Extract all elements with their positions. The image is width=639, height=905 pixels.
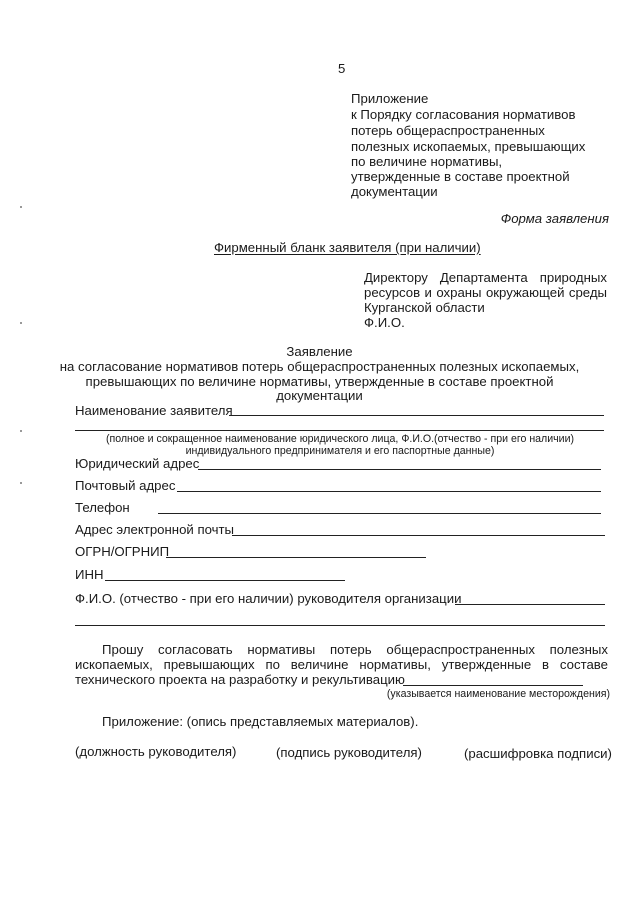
applicant-note: (полное и сокращенное наименование юридического лица, Ф.И.О.(отчество - при его наличии)	[105, 433, 575, 445]
deposit-note: (указывается наименование месторождения)	[386, 688, 610, 700]
scan-mark	[20, 430, 22, 432]
phone-field[interactable]	[158, 513, 601, 514]
director-name-field[interactable]	[455, 604, 605, 605]
signature-sign: (подпись руководителя)	[276, 745, 422, 760]
request-line: технического проекта на разработку и рекультивацию	[75, 672, 405, 687]
appendix-line: по величине нормативы,	[351, 154, 503, 169]
applicant-name-field[interactable]	[229, 415, 604, 416]
appendix-line: утвержденные в составе проектной	[351, 169, 570, 184]
signature-transcript: (расшифровка подписи)	[464, 746, 612, 761]
legal-address-label: Юридический адрес	[75, 456, 200, 471]
addressee-line: Директору Департамента природных	[364, 270, 607, 285]
page-number: 5	[338, 61, 346, 76]
signature-position: (должность руководителя)	[75, 744, 237, 759]
appendix-line: полезных ископаемых, превышающих	[351, 139, 586, 154]
request-line: Прошу согласовать нормативы потерь общераспространенных полезных	[102, 642, 608, 657]
ogrn-label: ОГРН/ОГРНИП	[75, 544, 170, 559]
title-line: превышающих по величине нормативы, утвержденные в составе проектной	[85, 374, 554, 389]
inn-label: ИНН	[75, 567, 104, 582]
applicant-name-label: Наименование заявителя	[75, 403, 233, 418]
request-line: ископаемых, превышающих по величине нормативы, утвержденные в составе	[75, 657, 608, 672]
legal-address-field[interactable]	[198, 469, 601, 470]
appendix-line: документации	[351, 184, 438, 199]
email-label: Адрес электронной почты	[75, 522, 235, 537]
ogrn-field[interactable]	[166, 557, 426, 558]
scan-mark	[20, 322, 22, 324]
director-name-label: Ф.И.О. (отчество - при его наличии) руководителя организации	[75, 591, 462, 606]
scan-mark	[20, 206, 22, 208]
email-field[interactable]	[232, 535, 605, 536]
postal-address-field[interactable]	[177, 491, 601, 492]
title-line: на согласование нормативов потерь общераспространенных полезных ископаемых,	[59, 359, 580, 374]
deposit-name-field[interactable]	[403, 685, 583, 686]
addressee-line: Курганской области	[364, 300, 485, 315]
title-heading: Заявление	[286, 344, 353, 359]
addressee-line: Ф.И.О.	[364, 315, 405, 330]
applicant-name-field-2[interactable]	[75, 430, 604, 431]
appendix-line: к Порядку согласования нормативов	[351, 107, 576, 122]
appendix-line: потерь общераспространенных	[351, 123, 545, 138]
phone-label: Телефон	[75, 500, 130, 515]
title-line: документации	[276, 388, 363, 403]
form-label: Форма заявления	[500, 211, 609, 226]
postal-address-label: Почтовый адрес	[75, 478, 176, 493]
attachment-line: Приложение: (опись представляемых материалов).	[102, 714, 419, 729]
letterhead-caption: Фирменный бланк заявителя (при наличии)	[214, 240, 481, 255]
addressee-line: ресурсов и охраны окружающей среды	[364, 285, 607, 300]
scan-mark	[20, 482, 22, 484]
director-name-field-2[interactable]	[75, 625, 605, 626]
inn-field[interactable]	[105, 580, 345, 581]
appendix-line: Приложение	[351, 91, 429, 106]
applicant-note: индивидуального предпринимателя и его паспортные данные)	[185, 445, 495, 457]
